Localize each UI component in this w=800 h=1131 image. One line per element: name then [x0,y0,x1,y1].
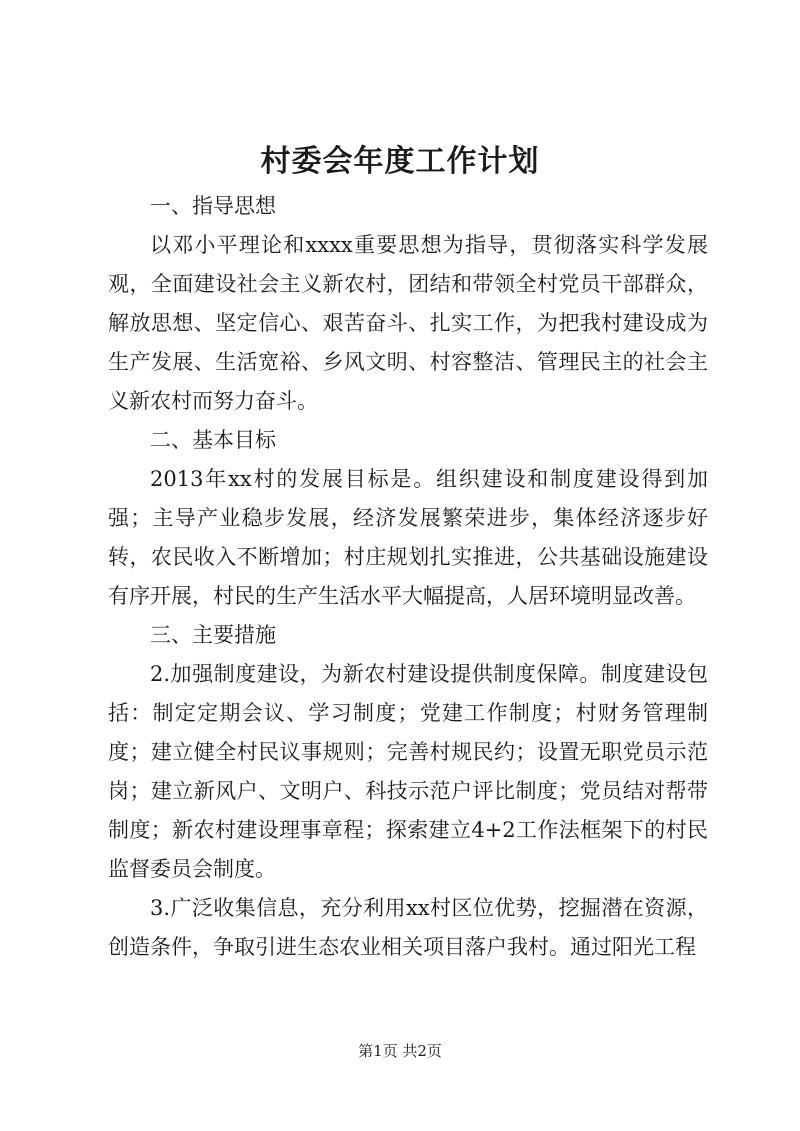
document-body [108,187,708,967]
paragraph-basic-goals: 2013年xx村的发展目标是。组织建设和制度建设得到加强；主导产业稳步发展，经济发展繁荣进步，集体经济逐步好转，农民收入不断增加；村庄规划扎实推进，公共基础设施建设有序开展，村民的生产生活水平大幅提高，人居环境明显改善。 [108,467,708,608]
section-heading-guiding-thought: 一、指导思想 [150,194,276,218]
paragraph-measure-2: 2.加强制度建设，为新农村建设提供制度保障。制度建设包括：制定定期会议、学习制度；党建工作制度；村财务管理制度；建立健全村民议事规则；完善村规民约；设置无职党员示范岗；建立新风户、文明户、科技示范户评比制度；党员结对帮带制度；新农村建设理事章程；探索建立4+2工作法框架下的村民监督委员会制度。 [108,662,708,881]
paragraph-measure-3: 3.广泛收集信息，充分利用xx村区位优势，挖掘潜在资源，创造条件，争取引进生态农业相关项目落户我村。通过阳光工程 [108,896,708,959]
section-heading-basic-goals: 二、基本目标 [150,428,276,452]
document-title: 村委会年度工作计划 [260,144,540,179]
page-footer: 第1页 共2页 [358,1042,442,1060]
section-heading-main-measures: 三、主要措施 [150,623,276,647]
paragraph-guiding-thought: 以邓小平理论和xxxx重要思想为指导，贯彻落实科学发展观，全面建设社会主义新农村，团结和带领全村党员干部群众，解放思想、坚定信心、艰苦奋斗、扎实工作，为把我村建设成为生产发展、生活宽裕、乡风文明、村容整洁、管理民主的社会主义新农村而努力奋斗。 [108,233,708,413]
